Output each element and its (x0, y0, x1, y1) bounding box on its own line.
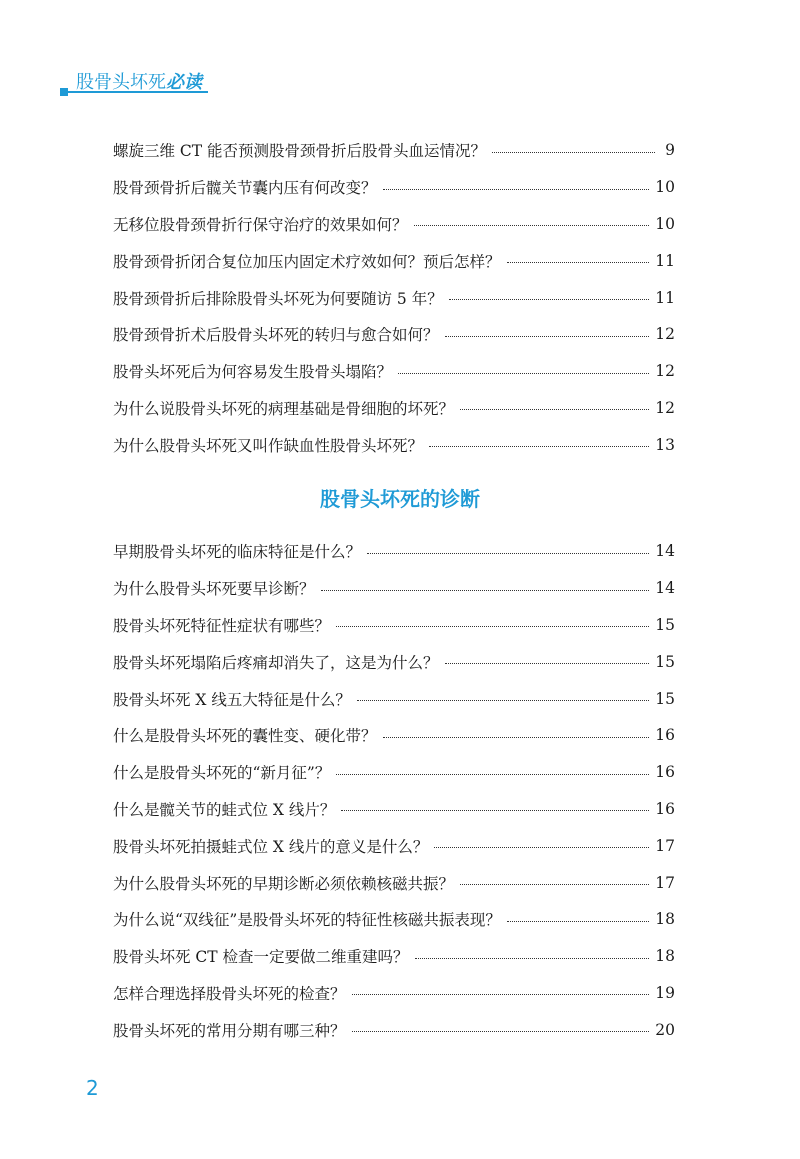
toc-entry-title: 无移位股骨颈骨折行保守治疗的效果如何？ (113, 215, 408, 234)
toc-entry-title: 股骨颈骨折闭合复位加压内固定术疗效如何？预后怎样？ (113, 252, 501, 271)
toc-leader-dots (460, 884, 649, 885)
toc-entry[interactable] (113, 827, 675, 864)
toc-entry-title: 什么是股骨头坏死的“新月征”？ (113, 764, 331, 783)
toc-leader-dots (336, 626, 649, 627)
toc-entry-title: 股骨头坏死的常用分期有哪三种？ (113, 1021, 346, 1040)
toc-entry-title: 为什么股骨头坏死的早期诊断必须依赖核磁共振？ (113, 874, 455, 893)
toc-entry[interactable] (113, 533, 675, 570)
book-title-main: 股骨头坏死 (76, 72, 166, 93)
toc-entry-page: 13 (655, 435, 675, 454)
toc-entry-page: 18 (655, 947, 675, 966)
toc-entry[interactable] (113, 426, 675, 463)
toc-entry-page: 16 (655, 763, 675, 782)
toc-entry[interactable] (113, 754, 675, 791)
toc-entry-page: 17 (655, 873, 675, 892)
toc-entry-title: 股骨颈骨折后排除股骨头坏死为何要随访 5 年？ (113, 289, 443, 308)
toc-entry-page: 10 (655, 214, 675, 233)
section-heading: 股骨头坏死的诊断 (320, 487, 480, 511)
toc-entry-page: 17 (655, 836, 675, 855)
toc-leader-dots (352, 994, 650, 995)
toc-entry-title: 股骨头坏死后为何容易发生股骨头塌陷？ (113, 363, 393, 382)
toc-entry-title: 什么是股骨头坏死的囊性变、硬化带？ (113, 727, 377, 746)
toc-leader-dots (341, 810, 649, 811)
header-square-marker (60, 88, 68, 96)
book-title (76, 68, 202, 94)
toc-leader-dots (445, 663, 650, 664)
toc-entry[interactable] (113, 791, 675, 828)
toc-entry-title: 股骨头坏死特征性症状有哪些？ (113, 616, 331, 635)
toc-leader-dots (415, 958, 650, 959)
toc-entry[interactable] (113, 279, 675, 316)
toc-entry-title: 股骨颈骨折术后股骨头坏死的转归与愈合如何？ (113, 326, 439, 345)
toc-entry-page: 15 (655, 615, 675, 634)
toc-entry-page: 12 (655, 398, 675, 417)
toc-entry-title: 为什么说“双线征”是股骨头坏死的特征性核磁共振表现？ (113, 911, 501, 930)
toc-entry[interactable] (113, 938, 675, 975)
toc-entry-page: 15 (655, 652, 675, 671)
toc-entry-title: 为什么股骨头坏死又叫作缺血性股骨头坏死？ (113, 436, 424, 455)
toc-entry-title: 为什么说股骨头坏死的病理基础是骨细胞的坏死？ (113, 399, 455, 418)
toc-leader-dots (445, 336, 650, 337)
toc-entry-title: 股骨头坏死 CT 检查一定要做二维重建吗？ (113, 948, 409, 967)
toc-entry[interactable] (113, 132, 675, 169)
toc-entry-page: 11 (655, 288, 675, 307)
book-title-accent: 必读 (166, 72, 202, 93)
toc-entry-title: 股骨头坏死 X 线五大特征是什么？ (113, 690, 351, 709)
toc-entry-page: 16 (655, 726, 675, 745)
toc-entry[interactable] (113, 242, 675, 279)
toc-entry-page: 19 (655, 983, 675, 1002)
toc-entry[interactable] (113, 864, 675, 901)
toc-entry[interactable] (113, 607, 675, 644)
toc-entry-title: 股骨头坏死塌陷后疼痛却消失了，这是为什么？ (113, 653, 439, 672)
toc-leader-dots (398, 373, 649, 374)
toc-leader-dots (352, 1031, 650, 1032)
toc-entry[interactable] (113, 643, 675, 680)
toc-entry[interactable] (113, 316, 675, 353)
toc-entry-title: 早期股骨头坏死的临床特征是什么？ (113, 543, 362, 562)
toc-leader-dots (383, 189, 650, 190)
toc-entry-page: 14 (655, 542, 675, 561)
toc-leader-dots (429, 446, 649, 447)
toc-entry-page: 12 (655, 362, 675, 381)
toc-list-causes (113, 132, 675, 463)
toc-entry-page: 18 (655, 910, 675, 929)
toc-entry-page: 15 (655, 689, 675, 708)
toc-leader-dots (434, 847, 649, 848)
toc-leader-dots (507, 262, 650, 263)
toc-entry-title: 为什么股骨头坏死要早诊断？ (113, 580, 315, 599)
toc-entry-title: 什么是髋关节的蛙式位 X 线片？ (113, 800, 336, 819)
toc-leader-dots (449, 299, 650, 300)
toc-entry-page: 20 (655, 1020, 675, 1039)
toc-entry[interactable] (113, 1011, 675, 1048)
toc-leader-dots (414, 225, 650, 226)
toc-list-diagnosis (113, 533, 675, 1048)
toc-leader-dots (367, 553, 649, 554)
toc-entry[interactable] (113, 353, 675, 390)
toc-entry-page: 14 (655, 579, 675, 598)
toc-entry[interactable] (113, 901, 675, 938)
toc-entry-page: 16 (655, 799, 675, 818)
toc-entry-title: 股骨头坏死拍摄蛙式位 X 线片的意义是什么？ (113, 837, 429, 856)
toc-entry-title: 怎样合理选择股骨头坏死的检查？ (113, 984, 346, 1003)
toc-leader-dots (321, 590, 650, 591)
toc-entry-title: 股骨颈骨折后髋关节囊内压有何改变？ (113, 179, 377, 198)
toc-entry-page: 11 (655, 251, 675, 270)
toc-entry[interactable] (113, 570, 675, 607)
toc-entry[interactable] (113, 717, 675, 754)
toc-entry-page: 9 (665, 141, 675, 160)
toc-entry[interactable] (113, 390, 675, 427)
running-head (60, 68, 220, 96)
toc-entry[interactable] (113, 206, 675, 243)
toc-entry-page: 10 (655, 178, 675, 197)
toc-entry-title: 螺旋三维 CT 能否预测股骨颈骨折后股骨头血运情况？ (113, 142, 487, 161)
toc-entry-page: 12 (655, 325, 675, 344)
toc-leader-dots (383, 737, 650, 738)
toc-leader-dots (507, 921, 649, 922)
toc-leader-dots (460, 409, 649, 410)
toc-leader-dots (492, 152, 655, 153)
toc-leader-dots (357, 700, 649, 701)
toc-entry[interactable] (113, 975, 675, 1012)
page-number: 2 (86, 1076, 99, 1100)
toc-entry[interactable] (113, 169, 675, 206)
toc-leader-dots (336, 774, 649, 775)
toc-entry[interactable] (113, 680, 675, 717)
